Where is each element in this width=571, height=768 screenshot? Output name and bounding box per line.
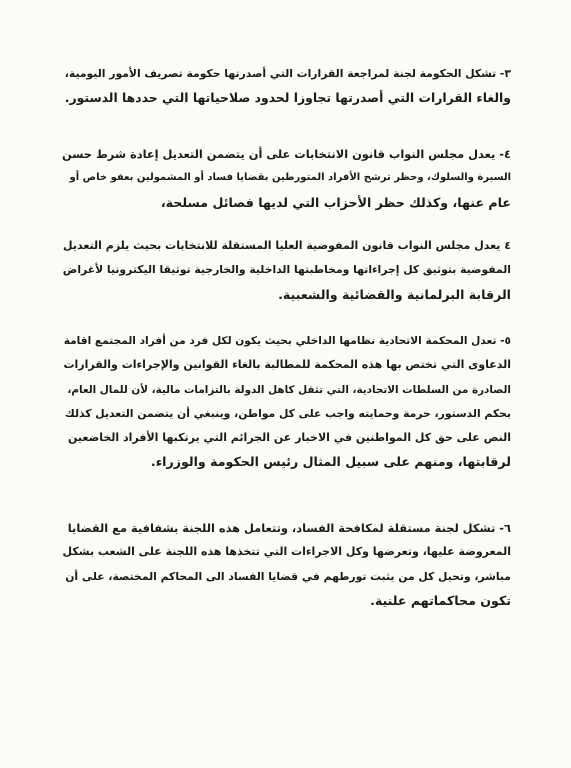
text-line: عام عنها، وكذلك حظر الأحزاب التي لديها فصائل مسلحة، <box>160 194 511 210</box>
text-line: والغاء القرارات التي أصدرتها تجاوزا لحدود صلاحياتها التي حددها الدستور. <box>64 90 511 106</box>
text-line: مباشر، وتحيل كل من يثبت تورطهم في قضايا الفساد الى المحاكم المختصة، على أن <box>65 569 511 583</box>
text-line: المفوضية بتوثيق كل إجراءاتها ومخاطبتها الداخلية والخارجية توثيقا اليكترونيا لأغراض <box>62 263 511 277</box>
text-line: الدعاوى التي تختص بها هذه المحكمة للمطالبة بالغاء القوانين والإجراءات والقرارات <box>63 358 511 372</box>
text-line: النص على حق كل المواطنين في الاخبار عن الجرائم التي يرتكبها الأفراد الخاضعين <box>67 431 511 445</box>
text-line: ٣- تشكل الحكومة لجنة لمراجعة القرارات التي أصدرتها حكومة تصريف الأمور اليومية، <box>64 67 511 80</box>
text-line: لرقابتها، ومنهم على سبيل المثال رئيس الحكومة والوزراء. <box>150 454 511 470</box>
text-line: ٥- تعدل المحكمة الاتحادية نظامها الداخلي بحيث يكون لكل فرد من أفراد المجتمع اقامة <box>63 335 511 347</box>
text-line: ٤- يعدل مجلس النواب قانون الانتخابات على أن يتضمن التعديل إعادة شرط حسن <box>61 147 511 161</box>
paragraph-item-4-commission-law <box>62 234 511 307</box>
text-line: الصادرة من السلطات الاتحادية، التي تثقل كاهل الدولة بالتزامات مالية، لأن للمال العام، <box>67 383 511 396</box>
paragraph-item-5 <box>62 329 511 475</box>
text-line: ٤ يعدل مجلس النواب قانون المفوضية العليا المستقلة للانتخابات بحيث يلزم التعديل <box>63 239 511 252</box>
text-line: تكون محاكماتهم علنية. <box>370 592 511 608</box>
paragraph-item-6 <box>62 516 511 613</box>
text-line: الرقابة البرلمانية والقضائية والشعبية. <box>278 286 511 302</box>
text-line: ٦- تشكل لجنة مستقلة لمكافحة الفساد، وتتعامل هذه اللجنة بشفافية مع القضايا <box>67 521 511 535</box>
text-line: المعروضة عليها، وتعرضها وكل الاجراءات التي تتخذها هذه اللجنة على الشعب بشكل <box>62 545 511 559</box>
text-line: بحكم الدستور، حرمة وحمايته واجب على كل مواطن، وينبغي أن يتضمن التعديل كذلك <box>64 406 511 420</box>
paragraph-item-3 <box>62 62 511 111</box>
paragraph-item-4-elections-law <box>62 142 511 215</box>
text-line: السيرة والسلوك، وحظر ترشح الأفراد المتورطين بقضايا فساد أو المشمولين بعفو خاص أو <box>69 172 511 184</box>
